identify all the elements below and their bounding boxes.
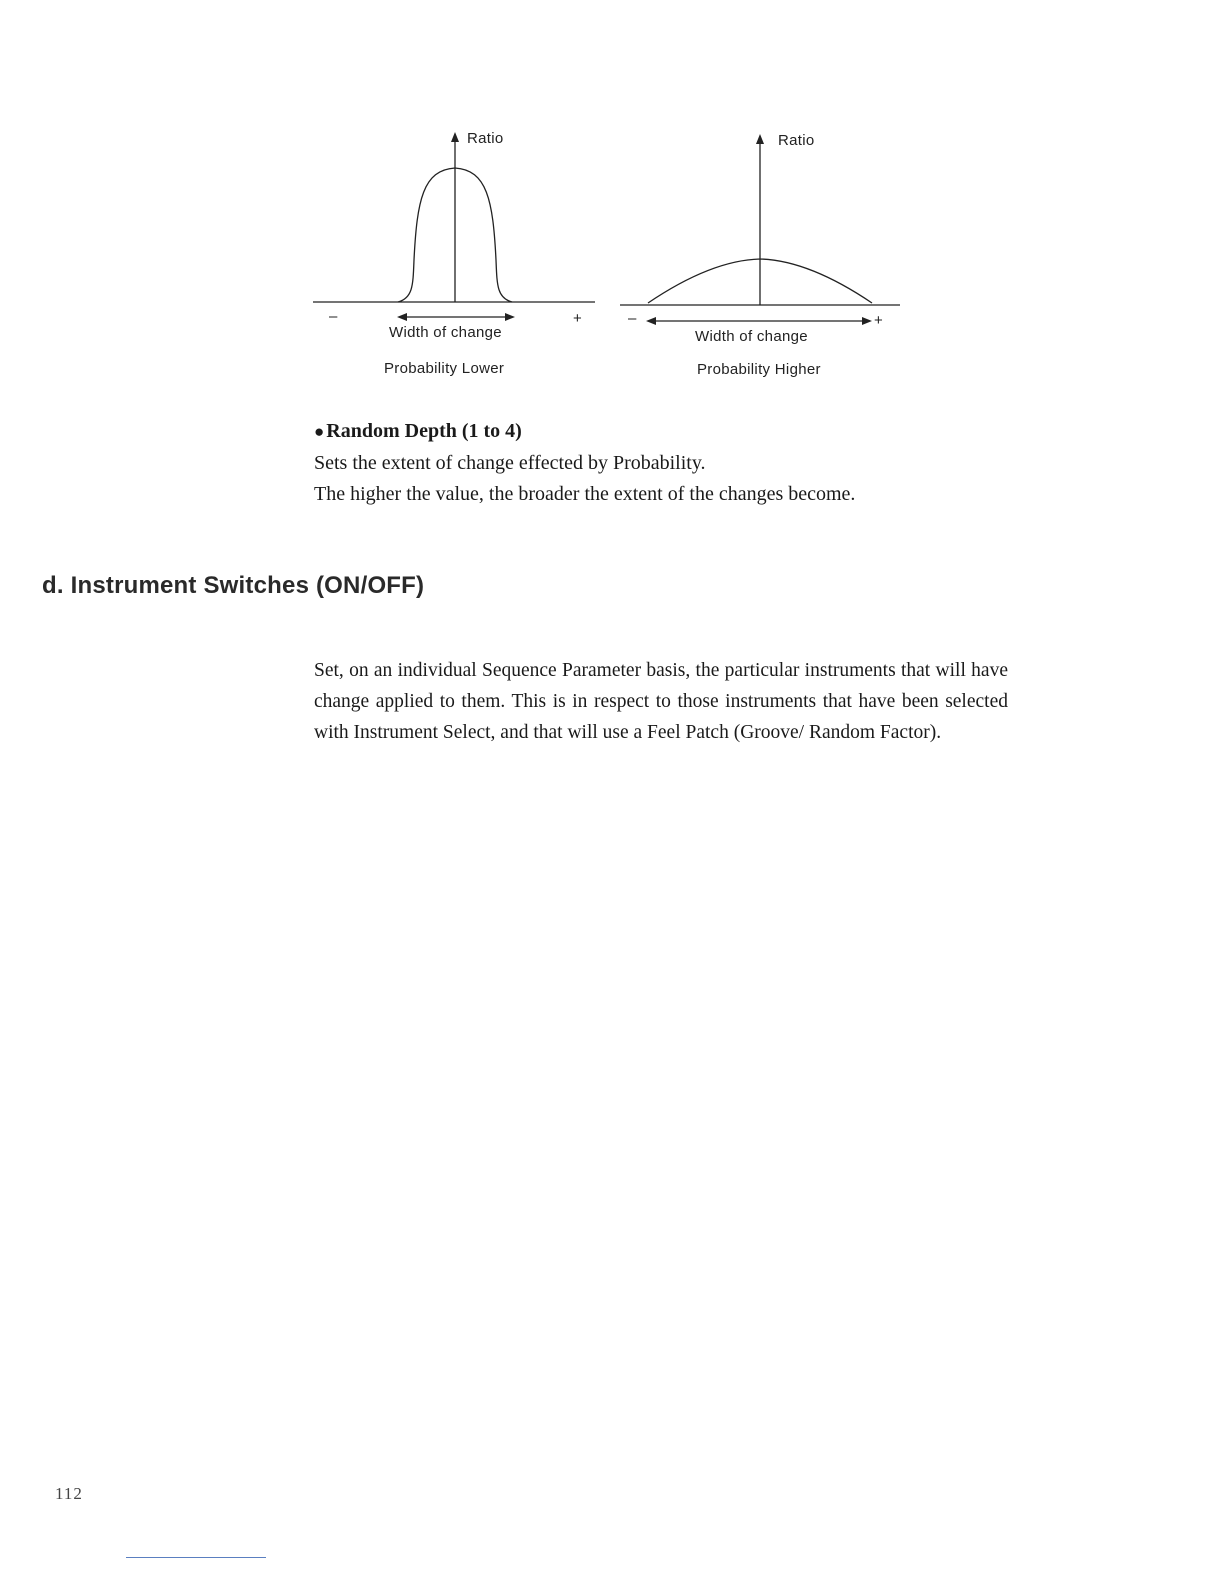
diagram-caption: Probability Higher bbox=[697, 361, 821, 378]
bullet-icon: ● bbox=[314, 422, 325, 441]
section-heading: d. Instrument Switches (ON/OFF) bbox=[42, 572, 425, 599]
width-of-change-label: Width of change bbox=[389, 324, 502, 341]
footer-rule bbox=[126, 1557, 266, 1558]
plus-label: + bbox=[573, 310, 582, 327]
width-arrow-left-head bbox=[397, 313, 407, 321]
ratio-arrowhead bbox=[756, 134, 764, 144]
minus-label: – bbox=[628, 310, 637, 327]
random-depth-title: Random Depth (1 to 4) bbox=[326, 420, 522, 442]
broad-curve-graph bbox=[612, 110, 912, 400]
probability-lower-diagram bbox=[305, 110, 605, 400]
page-number: 112 bbox=[55, 1484, 83, 1503]
section-body: Set, on an individual Sequence Parameter basis, the particular instruments that will have change applied to them. This is in respect to those instruments that have been selected with Instrument Select, and that will use a Feel Patch (Groove/ Random Factor). bbox=[314, 659, 1008, 743]
random-depth-line: Sets the extent of change effected by Probability. bbox=[314, 452, 706, 474]
ratio-label: Ratio bbox=[467, 130, 504, 147]
probability-higher-diagram bbox=[612, 110, 912, 400]
random-depth-line: The higher the value, the broader the extent of the changes become. bbox=[314, 483, 856, 505]
width-arrow-right-head bbox=[505, 313, 515, 321]
width-arrow-left-head bbox=[646, 317, 656, 325]
narrow-curve-graph bbox=[305, 110, 605, 400]
ratio-label: Ratio bbox=[778, 132, 815, 149]
plus-label: + bbox=[874, 312, 883, 329]
width-arrow-right-head bbox=[862, 317, 872, 325]
width-of-change-label: Width of change bbox=[695, 328, 808, 345]
random-depth-heading bbox=[314, 420, 522, 443]
minus-label: – bbox=[329, 308, 338, 325]
diagram-caption: Probability Lower bbox=[384, 360, 505, 377]
ratio-arrowhead bbox=[451, 132, 459, 142]
